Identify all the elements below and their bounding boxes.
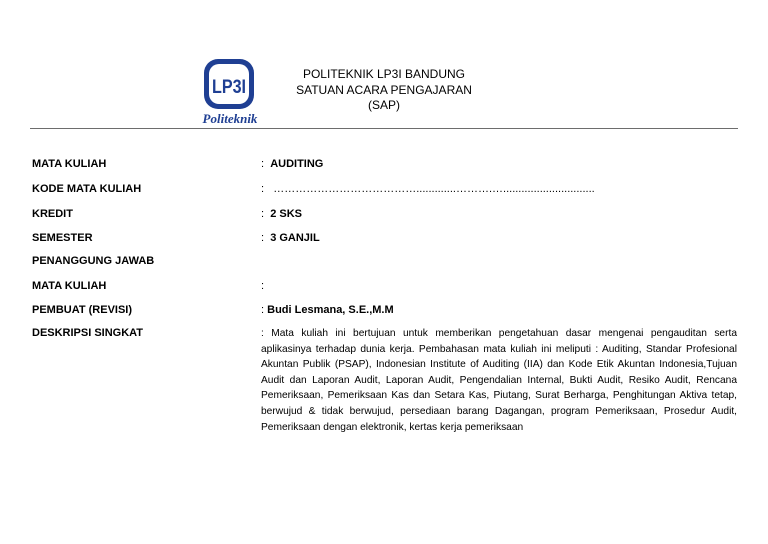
deskripsi-colon: : (261, 328, 264, 339)
label-kode-mata-kuliah: KODE MATA KULIAH (32, 183, 142, 195)
label-mata-kuliah: MATA KULIAH (32, 158, 107, 170)
title-institution: POLITEKNIK LP3I BANDUNG (302, 67, 466, 81)
label-penanggung-jawab: PENANGGUNG JAWAB (32, 255, 155, 267)
value-mata-kuliah: : AUDITING (261, 158, 324, 170)
deskripsi-body: Mata kuliah ini bertujuan untuk memberikan pengetahuan dasar mengenai pengauditan serta aplikasinya terhadap dunia kerja. Pembahasan mata kuliah ini meliputi : Auditing, Standar Profesional Akuntan Publik (PSAP), Indonesian Institute of Auditing (IIA) dan Kode Etik Akuntan Indonesia,Tujuan Audit dan Laporan Audit, Laporan Audit, Pengendalian Internal, Bukti Audit, Resiko Audit, Rencana Pemeriksaan, Pemeriksaan Kas dan Setara Kas, Piutang, Surat Berharga, Penghitungan Aktiva tetap, berwujud & tidak berwujud, persediaan barang Dagangan, program Pemeriksaan, Prosedur Audit, Pemeriksaan dengan elektronik, kertas kerja pemeriksaan (261, 328, 737, 433)
label-kredit: KREDIT (32, 208, 73, 220)
label-deskripsi: DESKRIPSI SINGKAT (32, 327, 144, 339)
document-title (270, 67, 498, 114)
svg-text:LP3I: LP3I (212, 77, 246, 98)
title-document-type: SATUAN ACARA PENGAJARAN (296, 82, 472, 97)
label-semester: SEMESTER (32, 232, 93, 244)
value-kode-mata-kuliah: : ………………………………….............……….….............................. (261, 183, 595, 195)
lp3i-logo (190, 55, 270, 130)
deskripsi-text (261, 326, 737, 435)
value-kredit: : 2 SKS (261, 208, 302, 220)
value-semester: : 3 GANJIL (261, 232, 320, 244)
value-mata-kuliah-2: : (261, 280, 265, 292)
value-pembuat: : Budi Lesmana, S.E.,M.M (261, 304, 394, 316)
title-abbreviation: (SAP) (367, 98, 400, 112)
label-mata-kuliah-2: MATA KULIAH (32, 280, 107, 292)
label-pembuat: PEMBUAT (REVISI) (32, 304, 133, 316)
svg-text:Politeknik: Politeknik (202, 111, 258, 126)
header-divider (30, 128, 738, 129)
